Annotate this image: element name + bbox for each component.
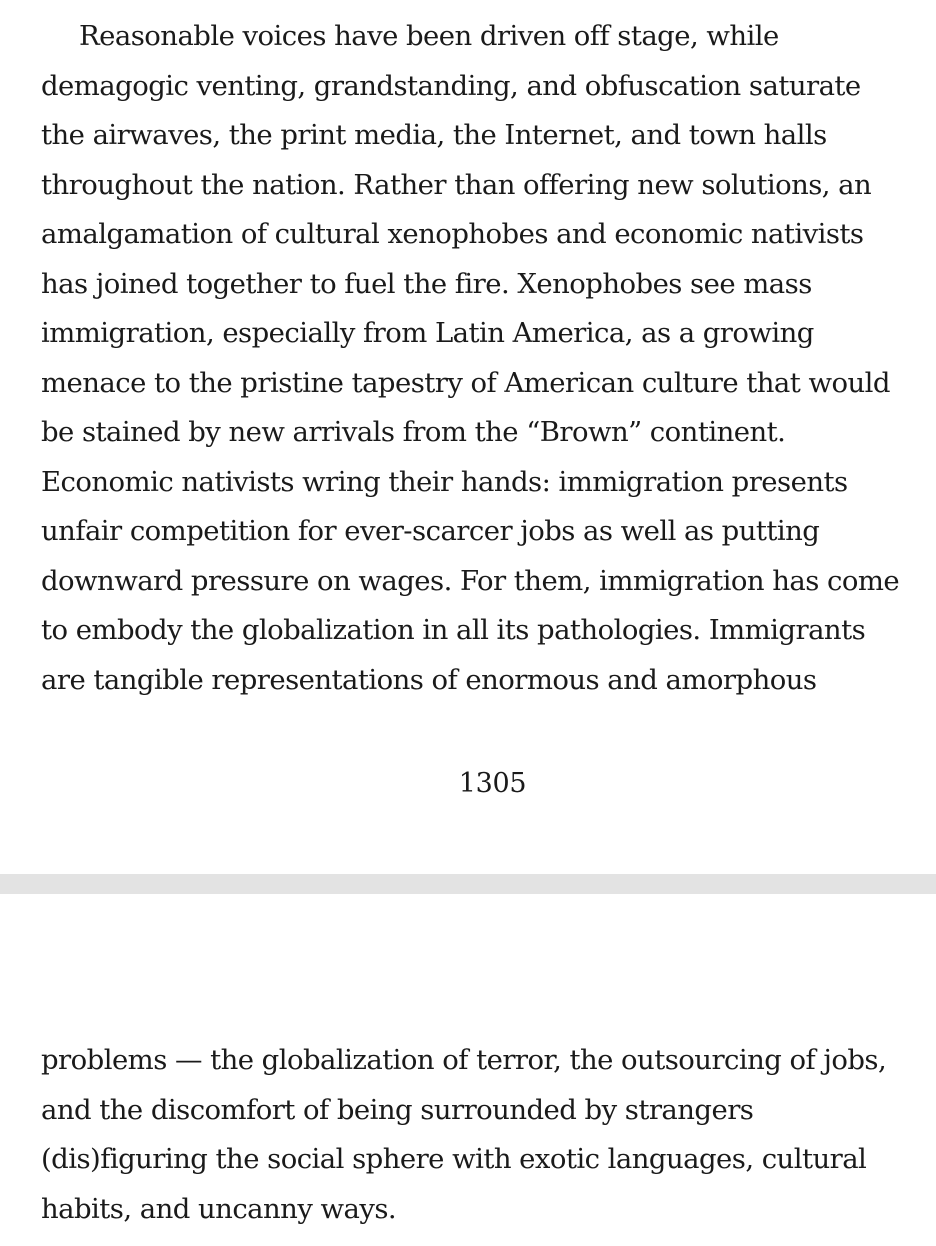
text-line: Economic nativists wring their hands: immigration presents	[41, 465, 848, 498]
text-line: unfair competition for ever-scarcer jobs as well as putting	[41, 515, 820, 547]
text-line: Reasonable voices have been driven off stage, while	[79, 20, 779, 52]
text-line: downward pressure on wages. For them, immigration has come	[41, 564, 900, 597]
text-line: are tangible representations of enormous and amorphous	[41, 663, 817, 696]
paragraph-bottom	[41, 1036, 886, 1234]
text-line: menace to the pristine tapestry of American culture that would	[41, 366, 890, 399]
page-divider	[0, 874, 936, 894]
text-line: problems — the globalization of terror, the outsourcing of jobs,	[41, 1044, 887, 1076]
text-line: has joined together to fuel the fire. Xenophobes see mass	[41, 267, 812, 300]
page-next	[0, 894, 936, 1246]
text-line: amalgamation of cultural xenophobes and economic nativists	[41, 218, 864, 250]
text-line: the airwaves, the print media, the Internet, and town halls	[41, 119, 827, 151]
paragraph-top	[41, 12, 899, 705]
text-line: (dis)figuring the social sphere with exotic languages, cultural	[41, 1143, 867, 1175]
page-number: 1305	[458, 768, 527, 799]
text-line: demagogic venting, grandstanding, and obfuscation saturate	[41, 69, 861, 102]
text-line: throughout the nation. Rather than offering new solutions, an	[41, 168, 872, 201]
text-line: immigration, especially from Latin America, as a growing	[41, 317, 814, 349]
text-line: habits, and uncanny ways.	[41, 1192, 397, 1225]
text-line: and the discomfort of being surrounded by strangers	[41, 1093, 754, 1126]
text-line: to embody the globalization in all its pathologies. Immigrants	[41, 614, 866, 646]
text-line: be stained by new arrivals from the “Brown” continent.	[41, 416, 786, 448]
